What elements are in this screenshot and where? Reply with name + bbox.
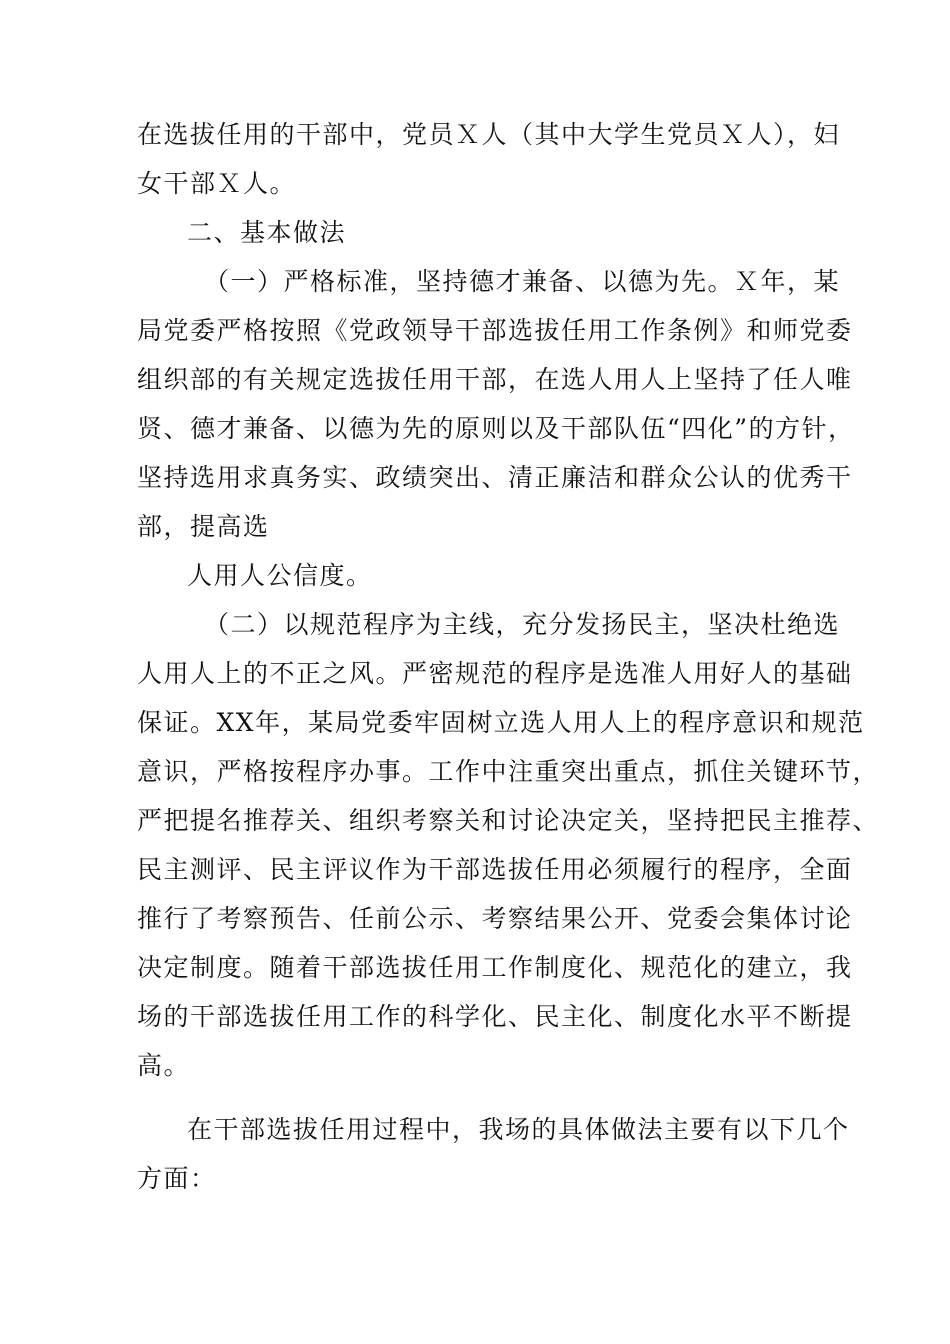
subsection-heading-line: （一）严格标准，坚持德才兼备、以德为先。Ｘ年，某 bbox=[204, 267, 841, 296]
body-text-line: 推行了考察预告、任前公示、考察结果公开、党委会集体讨论 bbox=[137, 904, 853, 933]
body-text-line: 贤、德才兼备、以德为先的原则以及干部队伍“四化”的方针， bbox=[137, 414, 855, 443]
body-text-line: 局党委严格按照《党政领导干部选拔任用工作条例》和师党委 bbox=[137, 316, 853, 345]
body-text-line: 意识，严格按程序办事。工作中注重突出重点，抓住关键环节， bbox=[137, 757, 880, 786]
section-heading: 二、基本做法 bbox=[187, 218, 347, 247]
body-text-line: 在选拔任用的干部中，党员Ｘ人（其中大学生党员Ｘ人），妇 bbox=[137, 120, 841, 149]
body-text-line: 高。 bbox=[137, 1051, 191, 1080]
body-text-line: 在干部选拔任用过程中，我场的具体做法主要有以下几个 bbox=[187, 1115, 850, 1144]
body-text-line: 组织部的有关规定选拔任用干部，在选人用人上坚持了任人唯 bbox=[137, 365, 853, 394]
body-text-line: 坚持选用求真务实、政绩突出、清正廉洁和群众公认的优秀干 bbox=[137, 463, 853, 492]
body-text-line: 部，提高选 bbox=[137, 512, 270, 541]
body-text-line: 严把提名推荐关、组织考察关和讨论决定关，坚持把民主推荐、 bbox=[137, 806, 880, 835]
body-text-line: 民主测评、民主评议作为干部选拔任用必须履行的程序，全面 bbox=[137, 855, 853, 884]
body-text-line: 女干部Ｘ人。 bbox=[137, 169, 297, 198]
body-text-line: 人用人上的不正之风。严密规范的程序是选准人用好人的基础 bbox=[137, 659, 853, 688]
body-text-line: 场的干部选拔任用工作的科学化、民主化、制度化水平不断提 bbox=[137, 1002, 853, 1031]
body-text-line: 方面： bbox=[137, 1164, 217, 1193]
subsection-heading-line: （二）以规范程序为主线，充分发扬民主，坚决杜绝选 bbox=[204, 610, 841, 639]
body-text-line: 决定制度。随着干部选拔任用工作制度化、规范化的建立，我 bbox=[137, 953, 853, 982]
body-text-line: 人用人公信度。 bbox=[187, 561, 373, 590]
body-text-line: 保证。XX年，某局党委牢固树立选人用人上的程序意识和规范 bbox=[137, 708, 865, 737]
